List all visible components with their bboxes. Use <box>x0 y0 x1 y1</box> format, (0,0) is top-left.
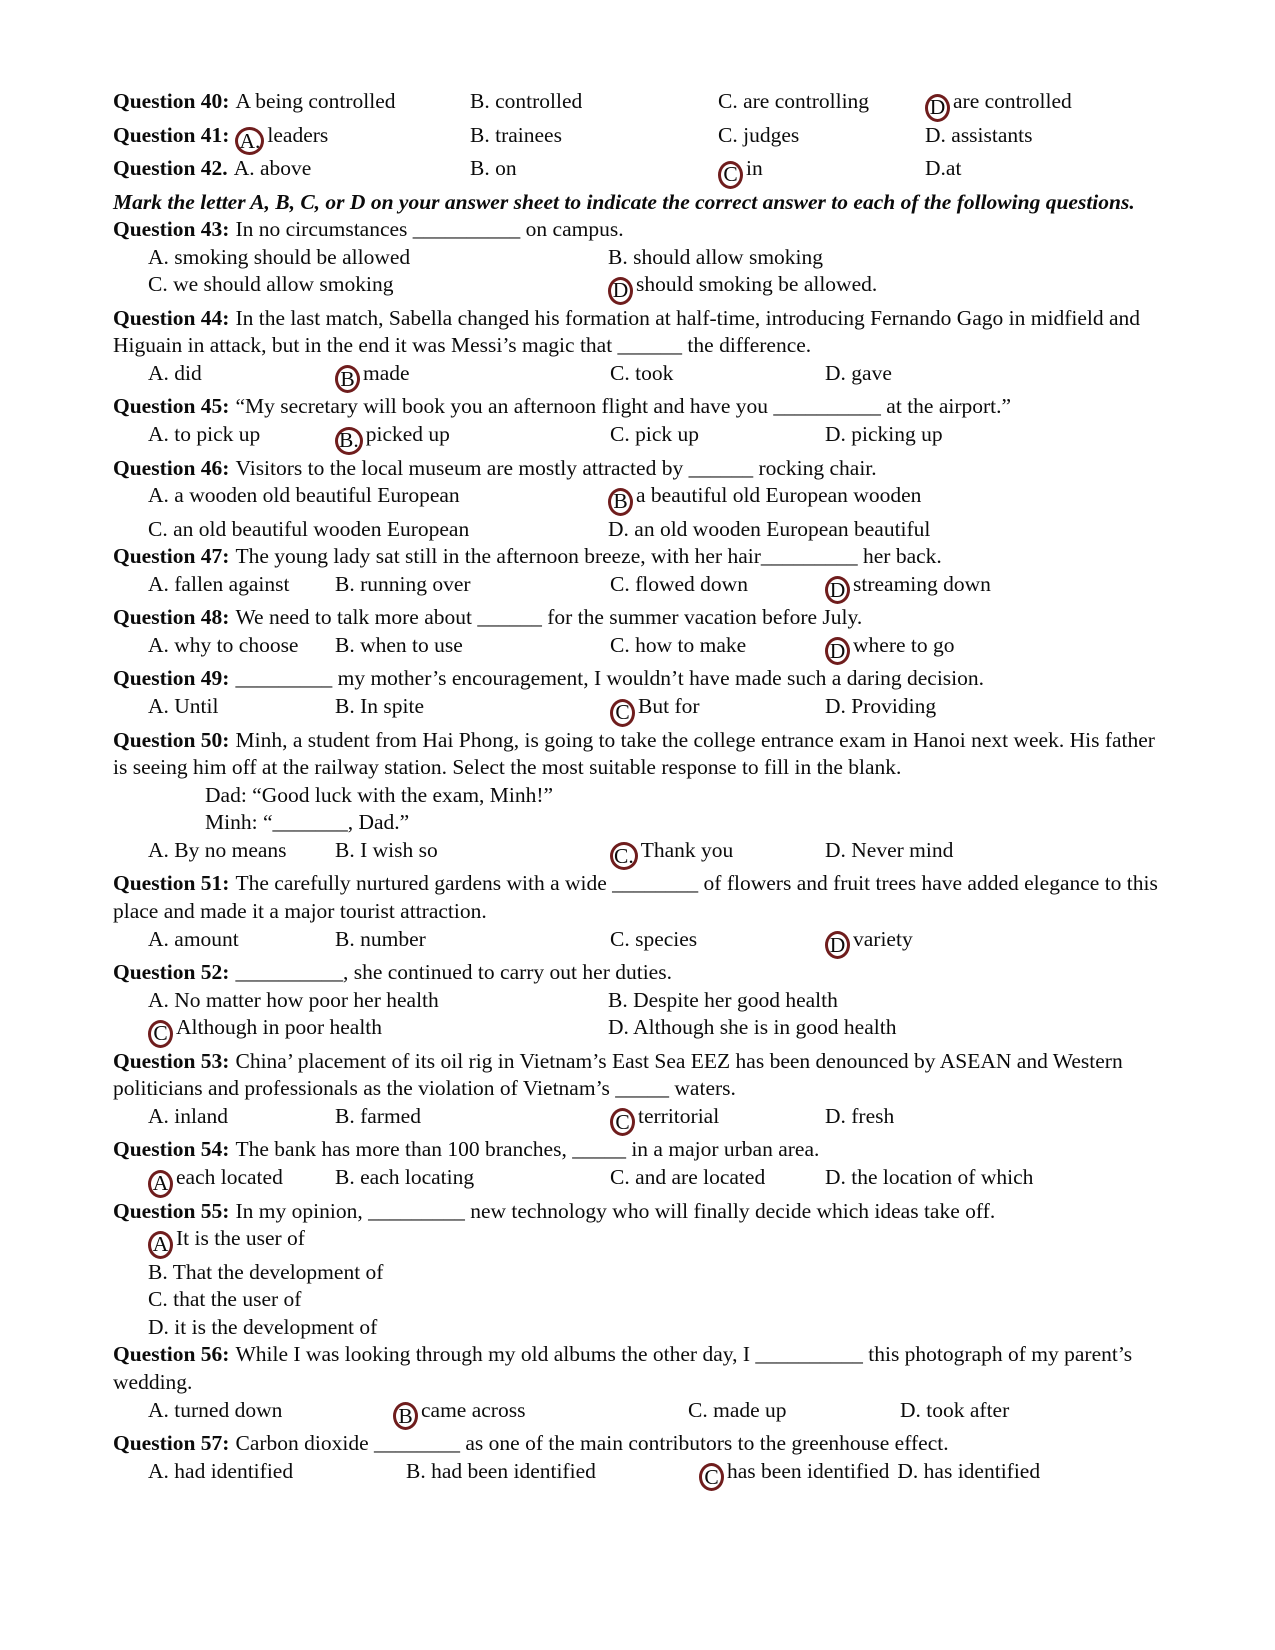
question-label: Question 55: <box>113 1198 230 1223</box>
question-label: Question 44: <box>113 305 230 330</box>
answer-circle: C <box>148 1020 173 1048</box>
question-options-row <box>113 155 1165 189</box>
options-row <box>148 1103 1165 1137</box>
option <box>148 516 608 544</box>
options-row <box>148 926 1165 960</box>
question-stem <box>113 870 1165 925</box>
option-text: B. should allow smoking <box>608 244 824 269</box>
option <box>610 632 825 660</box>
options-row <box>148 987 1165 1015</box>
question-label: Question 54: <box>113 1137 230 1162</box>
option <box>148 987 608 1015</box>
option <box>610 421 825 449</box>
question-stem <box>113 543 1165 571</box>
option-text: D. Although she is in good health <box>608 1015 897 1040</box>
option <box>925 155 1165 183</box>
question-stem <box>113 665 1165 693</box>
question-label: Question 56: <box>113 1342 230 1367</box>
option <box>718 122 925 150</box>
option <box>148 1164 335 1198</box>
answer-circle: D <box>825 576 850 604</box>
option <box>148 571 335 599</box>
option-text: B. controlled <box>470 89 583 113</box>
option-text: A. amount <box>148 926 239 951</box>
option <box>608 987 1165 1015</box>
option <box>825 360 1165 388</box>
answer-circle: C <box>610 1108 635 1136</box>
option-text: A. By no means <box>148 837 287 862</box>
option-text: came across <box>421 1397 526 1422</box>
option <box>148 482 608 510</box>
option <box>610 571 825 599</box>
question-stem <box>113 1430 1165 1458</box>
option <box>148 837 335 865</box>
option-text: C. took <box>610 360 674 385</box>
option <box>610 1103 825 1137</box>
stem-text: The bank has more than 100 branches, _____ in a major urban area. <box>235 1137 820 1162</box>
option-text: A. above <box>233 156 312 180</box>
option-text: B. each locating <box>335 1165 475 1190</box>
option-text: A. had identified <box>148 1458 294 1483</box>
options-row <box>148 271 1165 305</box>
option <box>148 926 335 954</box>
option-text: A. fallen against <box>148 571 290 596</box>
question-label: Question 50: <box>113 727 230 752</box>
answer-circle: B. <box>335 427 363 455</box>
option <box>925 122 1165 150</box>
stem-text: In my opinion, _________ new technology who will finally decide which ideas take off. <box>235 1198 996 1223</box>
option <box>393 1397 688 1431</box>
options-row <box>148 1014 1165 1048</box>
option <box>900 1397 1165 1425</box>
option <box>470 122 718 150</box>
dialogue-line <box>205 809 1165 837</box>
option <box>335 693 610 721</box>
option <box>148 1397 393 1425</box>
option <box>610 926 825 954</box>
option <box>718 88 925 116</box>
stem-text: Visitors to the local museum are mostly attracted by ______ rocking chair. <box>235 455 877 480</box>
option-text: But for <box>638 694 700 719</box>
question-label: Question 49: <box>113 666 230 691</box>
option-text: territorial <box>638 1103 720 1128</box>
option <box>148 1225 1165 1259</box>
stem-text: In no circumstances __________ on campus. <box>235 217 624 242</box>
options-row <box>148 1164 1165 1198</box>
option <box>610 360 825 388</box>
option-text: each located <box>176 1165 283 1190</box>
answer-circle: D <box>825 637 850 665</box>
answer-circle: A <box>148 1170 173 1198</box>
option <box>148 632 335 660</box>
option-text: picked up <box>365 422 450 447</box>
option-text: D. fresh <box>825 1103 895 1128</box>
stem-text: Mark the letter A, B, C, or D on your answer sheet to indicate the correct answer to each of the following questions. <box>113 189 1135 214</box>
question-label: Question 40: <box>113 89 230 113</box>
option-text: has been identified <box>727 1458 890 1483</box>
option <box>825 926 1165 960</box>
option <box>148 421 335 449</box>
option-text: B. had been identified <box>406 1458 596 1483</box>
question-label: Question 48: <box>113 605 230 630</box>
option <box>470 155 718 183</box>
stem-text: __________, she continued to carry out her duties. <box>235 960 672 985</box>
stem-text: In the last match, Sabella changed his formation at half-time, introducing Fernando Gago in midfield and Higuain in attack, but in the end it was Messi’s magic that ______ the difference. <box>113 305 1141 358</box>
option <box>148 1286 1165 1314</box>
option-text: Thank you <box>640 837 734 862</box>
question-label: Question 47: <box>113 544 230 569</box>
answer-circle: A <box>148 1231 173 1259</box>
option <box>897 1458 1165 1486</box>
answer-circle: B <box>393 1402 418 1430</box>
option-text: C. that the user of <box>148 1287 302 1312</box>
option-text: B. number <box>335 926 426 951</box>
question-label: Question 46: <box>113 455 230 480</box>
option <box>335 837 610 865</box>
option-text: B. on <box>470 156 517 180</box>
option-text: B. Despite her good health <box>608 987 838 1012</box>
option-text: C. are controlling <box>718 89 870 113</box>
option <box>148 360 335 388</box>
options-row <box>148 632 1165 666</box>
option <box>113 155 470 183</box>
option <box>335 360 610 394</box>
option-text: A being controlled <box>235 89 396 113</box>
option <box>335 571 610 599</box>
option <box>610 837 825 871</box>
option-text: D. picking up <box>825 422 943 447</box>
option <box>825 1103 1165 1131</box>
option <box>925 88 1165 122</box>
option <box>335 632 610 660</box>
options-row <box>148 1458 1165 1492</box>
stem-text: Minh: “_______, Dad.” <box>205 810 410 835</box>
option-text: leaders <box>267 122 329 147</box>
option-text: D. Providing <box>825 694 937 719</box>
question-label: Question 52: <box>113 960 230 985</box>
question-stem <box>113 305 1165 360</box>
stem-text: “My secretary will book you an afternoon flight and have you __________ at the airport.” <box>235 394 1012 419</box>
option-text: B. trainees <box>470 122 562 147</box>
answer-circle: C. <box>610 842 638 870</box>
question-options-row <box>113 88 1165 122</box>
option <box>825 571 1165 605</box>
option-text: variety <box>853 926 913 951</box>
option <box>825 693 1165 721</box>
option-text: streaming down <box>853 571 991 596</box>
stem-text: China’ placement of its oil rig in Vietnam’s East Sea EEZ has been denounced by ASEAN and Western politicians and professionals as the violation of Vietnam’s _____ waters. <box>113 1048 1123 1101</box>
dialogue-line <box>205 782 1165 810</box>
option <box>608 1014 1165 1042</box>
question-stem <box>113 959 1165 987</box>
option-text: in <box>746 156 763 180</box>
option <box>718 155 925 189</box>
option <box>470 88 718 116</box>
stem-text: The young lady sat still in the afternoon breeze, with her hair_________ her back. <box>235 544 942 569</box>
stem-text: _________ my mother’s encouragement, I wouldn’t have made such a daring decision. <box>235 666 985 691</box>
options-row <box>148 693 1165 727</box>
option <box>335 421 610 455</box>
question-label: Question 51: <box>113 871 230 896</box>
option <box>113 88 470 116</box>
option <box>148 1259 1165 1287</box>
question-label: Question 42. <box>113 156 228 180</box>
option-text: C. made up <box>688 1397 787 1422</box>
option-text: B. when to use <box>335 632 463 657</box>
option-text: B. I wish so <box>335 837 438 862</box>
question-label: Question 41: <box>113 122 230 147</box>
option-text: made <box>363 360 410 385</box>
option <box>148 271 608 299</box>
question-stem <box>113 393 1165 421</box>
options-row <box>148 244 1165 272</box>
option-text: D. assistants <box>925 122 1033 147</box>
section-instruction <box>113 189 1165 217</box>
option <box>148 693 335 721</box>
question-stem <box>113 1048 1165 1103</box>
option <box>335 926 610 954</box>
option-text: B. running over <box>335 571 471 596</box>
option <box>699 1458 889 1492</box>
option-text: C. flowed down <box>610 571 748 596</box>
options-row <box>148 837 1165 871</box>
option-text: A. did <box>148 360 202 385</box>
question-options-row <box>113 122 1165 156</box>
option-text: Although in poor health <box>176 1015 383 1040</box>
option <box>148 1458 398 1486</box>
question-label: Question 43: <box>113 217 230 242</box>
option-text: C. and are located <box>610 1165 766 1190</box>
option <box>608 271 1165 305</box>
options-row <box>148 1397 1165 1431</box>
answer-circle: D <box>608 277 633 305</box>
answer-circle: C <box>718 161 743 189</box>
option-text: It is the user of <box>176 1226 305 1251</box>
question-stem <box>113 455 1165 483</box>
option <box>688 1397 900 1425</box>
options-row <box>148 1259 1165 1287</box>
option <box>148 1014 608 1048</box>
options-row <box>148 482 1165 516</box>
stem-text: The carefully nurtured gardens with a wide ________ of flowers and fruit trees have added elegance to this place and made it a major tourist attraction. <box>113 871 1158 923</box>
option <box>148 244 608 272</box>
question-stem <box>113 604 1165 632</box>
question-stem <box>113 1136 1165 1164</box>
answer-circle: B <box>335 365 360 393</box>
option-text: A. a wooden old beautiful European <box>148 483 460 508</box>
question-label: Question 57: <box>113 1431 230 1456</box>
option-text: A. Until <box>148 694 219 719</box>
option-text: D. an old wooden European beautiful <box>608 516 931 541</box>
option <box>148 1103 335 1131</box>
option-text: C. judges <box>718 122 800 147</box>
stem-text: While I was looking through my old albums the other day, I __________ this photograph of my parent’s wedding. <box>113 1342 1133 1395</box>
option-text: D. has identified <box>897 1458 1041 1483</box>
options-row <box>148 421 1165 455</box>
stem-text: We need to talk more about ______ for the summer vacation before July. <box>235 605 863 630</box>
option-text: D. took after <box>900 1397 1010 1422</box>
option-text: D. the location of which <box>825 1165 1034 1190</box>
option-text: A. why to choose <box>148 632 299 657</box>
options-row <box>148 360 1165 394</box>
options-row <box>148 1286 1165 1314</box>
question-label: Question 53: <box>113 1048 230 1073</box>
option <box>825 421 1165 449</box>
option-text: C. species <box>610 926 698 951</box>
option-text: B. In spite <box>335 694 424 719</box>
option-text: C. we should allow smoking <box>148 272 394 297</box>
answer-circle: D <box>825 931 850 959</box>
option-text: C. pick up <box>610 422 699 447</box>
question-stem <box>113 1341 1165 1396</box>
option <box>335 1164 610 1192</box>
options-row <box>148 571 1165 605</box>
stem-text: Dad: “Good luck with the exam, Minh!” <box>205 782 554 807</box>
answer-circle: D <box>925 94 950 122</box>
option-text: B. That the development of <box>148 1259 384 1284</box>
option-text: D. Never mind <box>825 837 954 862</box>
option <box>825 1164 1165 1192</box>
option-text: C. how to make <box>610 632 747 657</box>
option-text: D.at <box>925 156 962 180</box>
question-stem <box>113 1198 1165 1226</box>
option-text: A. No matter how poor her health <box>148 987 439 1012</box>
option <box>610 693 825 727</box>
option <box>113 122 470 156</box>
answer-circle: C <box>610 699 635 727</box>
option <box>825 837 1165 865</box>
stem-text: Minh, a student from Hai Phong, is going to take the college entrance exam in Hanoi next week. His father is seeing him off at the railway station. Select the most suitable response to fill in the blank. <box>113 727 1155 780</box>
answer-circle: B <box>608 488 633 516</box>
option-text: A. turned down <box>148 1397 283 1422</box>
question-stem <box>113 216 1165 244</box>
question-label: Question 45: <box>113 394 230 419</box>
option-text: B. farmed <box>335 1103 421 1128</box>
option-text: C. an old beautiful wooden European <box>148 516 470 541</box>
option <box>825 632 1165 666</box>
option <box>610 1164 825 1192</box>
option <box>608 244 1165 272</box>
option <box>608 516 1165 544</box>
option-text: should smoking be allowed. <box>636 272 878 297</box>
option <box>608 482 1165 516</box>
option-text: D. gave <box>825 360 892 385</box>
question-stem <box>113 727 1165 782</box>
option <box>335 1103 610 1131</box>
stem-text: Carbon dioxide ________ as one of the main contributors to the greenhouse effect. <box>235 1431 949 1456</box>
options-row <box>148 516 1165 544</box>
option-text: A. to pick up <box>148 422 261 447</box>
option-text: A. smoking should be allowed <box>148 244 411 269</box>
option-text: a beautiful old European wooden <box>636 483 922 508</box>
option <box>406 1458 691 1486</box>
options-row <box>148 1225 1165 1259</box>
option-text: A. inland <box>148 1103 229 1128</box>
option-text: D. it is the development of <box>148 1314 378 1339</box>
option <box>148 1314 1165 1342</box>
option-text: where to go <box>853 632 955 657</box>
option-text: are controlled <box>953 89 1072 113</box>
answer-circle: A. <box>235 127 264 155</box>
options-row <box>148 1314 1165 1342</box>
answer-circle: C <box>699 1463 724 1491</box>
